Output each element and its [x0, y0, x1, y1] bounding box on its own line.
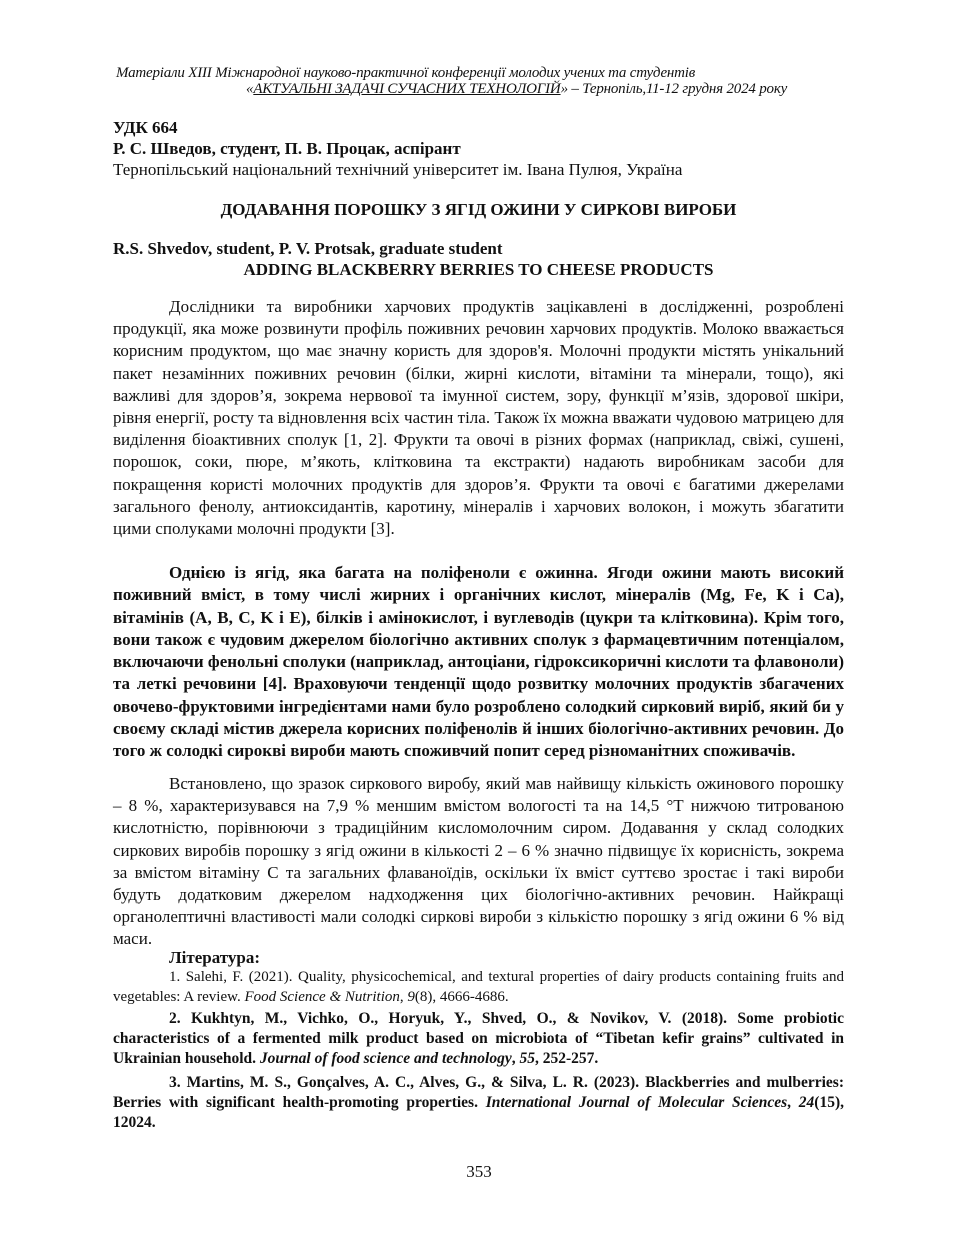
reference-1-journal: Food Science & Nutrition — [244, 988, 400, 1005]
conference-title-underlined: АКТУАЛЬНІ ЗАДАЧІ СУЧАСНИХ ТЕХНОЛОГІЙ — [253, 81, 561, 97]
page-number: 353 — [466, 1162, 492, 1181]
literature-heading: Література: — [169, 948, 261, 967]
quote-open: « — [246, 81, 254, 97]
reference-3 — [113, 1073, 844, 1133]
title-en: ADDING BLACKBERRY BERRIES TO CHEESE PRODUCTS — [243, 260, 714, 279]
reference-1-volume: 9 — [407, 988, 415, 1005]
conference-name-text: Матеріали XIII Міжнародної науково-практичної конференції молодих учених та студентів — [116, 65, 696, 81]
reference-2-tail: , 252-257. — [535, 1050, 599, 1067]
reference-3-text: 3. Martins, M. S., Gonçalves, A. C., Alves, G., & Silva, L. R. (2023). Blackberries and mulberries: Berries with significant health-promoting properties. — [113, 1074, 844, 1111]
body-paragraph-2: Однією із ягід, яка багата на поліфеноли є ожинна. Ягоди ожини мають високий поживний вміст, в тому числі жирних і органічних кислот, мінералів (Mg, Fe, K і Ca), вітамінів (A, B, C, K і E), білків і амінокислот, і вуглеводів (цукри та клітковина). Крім того, вони також є чудовим джерелом біологічно активних сполук з фармацевтичним потенціалом, включаючи фенольні сполуки (наприклад, антоціани, гідроксикоричні кислоти та флавоноли) та леткі речовини [4]. Враховуючи тенденції щодо розвитку молочних продуктів збагачених овочево-фруктовими інгредієнтами нами було розроблено солодкий сирковий виріб, який би у своєму складі містив джерела корисних поліфенолів й інших біологічно-активних речовин. До того ж солодкі сирокві вироби мають споживчий попит серед різноманітних споживачів. — [113, 563, 844, 761]
reference-3-separator: , — [787, 1094, 799, 1111]
affiliation: Тернопільський національний технічний університет ім. Івана Пулюя, Україна — [113, 160, 683, 179]
conference-place-date: » – Тернопіль,11-12 грудня 2024 року — [560, 81, 788, 97]
reference-1-separator: , — [399, 988, 408, 1005]
reference-3-journal: International Journal of Molecular Sciences — [485, 1094, 788, 1111]
reference-2 — [113, 1009, 844, 1069]
body-paragraph-3: Встановлено, що зразок сиркового виробу, який мав найвищу кількість ожинового порошку – 8 %, характеризувався на 7,9 % меншим вмістом вологості та на 14,5 °Т нижчою титрованою кислотністю, порівнюючи з традиційним кисломолочним сиром. Додавання у склад солодких сиркових виробів порошку з ягід ожини в кількості 2 – 6 % значно підвищує їх корисність, зокрема за вмістом вітаміну С та загальних флаваноїдів, оскільки їх вміст суттєво зростає і такі вироби будуть додатковим джерелом надходження цих біологічно-активних речовин. Найкращі органолептичні властивості мали солодкі сиркові вироби з кількістю порошку з ягід ожини 6 % від маси. — [113, 774, 844, 949]
reference-2-separator: , — [511, 1050, 520, 1067]
title-ua: ДОДАВАННЯ ПОРОШКУ З ЯГІД ОЖИНИ У СИРКОВІ ВИРОБИ — [220, 200, 737, 219]
reference-1-text: 1. Salehi, F. (2021). Quality, physicochemical, and textural properties of dairy products containing fruits and vegetables: A review. — [113, 969, 844, 1005]
reference-2-text: 2. Kukhtyn, M., Vichko, O., Horyuk, Y., Shved, O., & Novikov, V. (2018). Some probiotic characteristics of a fermented milk product based on microbiota of “Tibetan kefir grains” cultivated in Ukrainian household. — [113, 1010, 844, 1067]
reference-1 — [113, 968, 844, 1007]
reference-3-volume: 24 — [798, 1094, 815, 1111]
reference-1-tail: (8), 4666-4686. — [414, 988, 509, 1005]
reference-2-volume: 55 — [519, 1050, 535, 1067]
udk-code: УДК 664 — [113, 118, 178, 137]
reference-2-journal: Journal of food science and technology — [259, 1050, 512, 1067]
authors-en: R.S. Shvedov, student, P. V. Protsak, graduate student — [113, 239, 503, 258]
body-paragraph-1: Дослідники та виробники харчових продуктів зацікавлені в дослідженні, розроблені продукції, яка може розвинути профіль поживних речовин харчових продуктів. Молоко вважається корисним продуктом, що має значну користь для здоров'я. Молочні продукти містять унікальний пакет незамінних поживних речовин (білки, жирні кислоти, вітаміни та мінерали, тощо), які важливі для здоров’я, зокрема нервової та імунної систем, зору, функції м’язів, здорової шкіри, рівня енергії, росту та відновлення всіх частин тіла. Також їх можна вважати чудовою матрицею для виділення біоактивних сполук [1, 2]. Фрукти та овочі в різних формах (наприклад, свіжі, сушені, порошок, соки, пюре, м’якоть, клітковина та екстракти) надають виробникам засоби для покращення користі молочних продуктів для здоров’я. Фрукти та овочі є багатими джерелами загального фенолу, антиоксидантів, каротину, мінералів і харчових волокон, і можуть збагатити цими сполуками молочні продукти [3]. — [113, 297, 844, 539]
reference-3-tail: (15), 12024. — [113, 1094, 844, 1131]
authors-ua: Р. С. Шведов, студент, П. В. Процак, аспірант — [113, 139, 461, 158]
conference-header-line-2 — [246, 80, 787, 98]
